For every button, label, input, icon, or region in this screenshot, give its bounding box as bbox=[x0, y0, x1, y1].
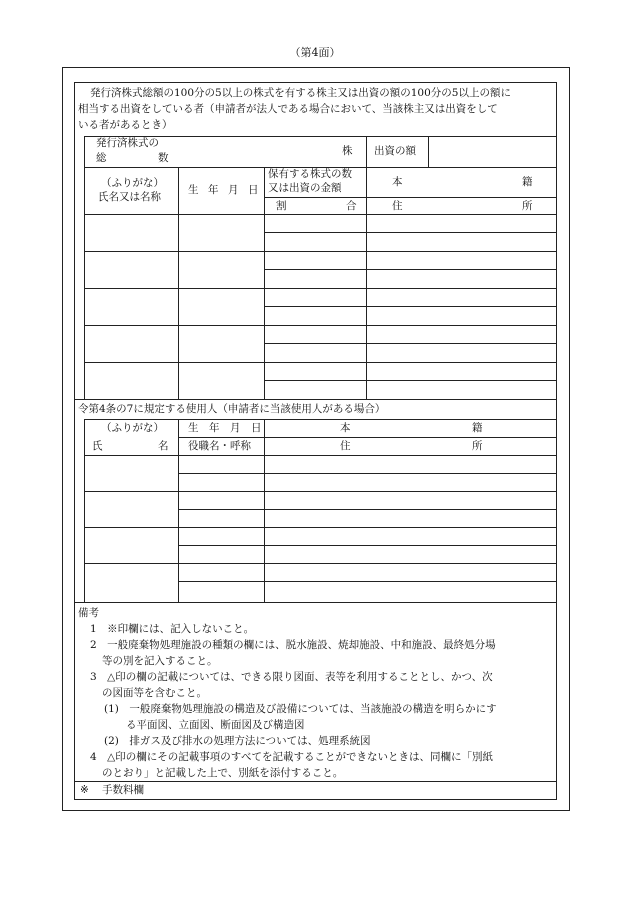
emp-birth: 生 年 月 日 bbox=[188, 422, 262, 434]
frame-left bbox=[62, 67, 63, 811]
birth-2: 年 bbox=[208, 184, 219, 196]
page-label: （第4面） bbox=[289, 46, 341, 59]
fee-label: 手数料欄 bbox=[102, 784, 144, 796]
emp-address-2: 所 bbox=[472, 440, 483, 452]
holding-label-1: 保有する株式の数 bbox=[268, 168, 352, 180]
emp-name-1: 氏 bbox=[92, 440, 103, 452]
frame-top bbox=[62, 67, 570, 68]
shareholder-intro-2: 相当する出資をしている者（申請者が法人である場合において、当該株主又は出資をして bbox=[78, 103, 498, 115]
furigana-label: （ふりがな） bbox=[101, 177, 164, 189]
emp-domicile-1: 本 bbox=[340, 422, 351, 434]
holding-label-2: 又は出資の金額 bbox=[268, 182, 342, 194]
note-line-10: のとおり」と記載した上で、別紙を添付すること。 bbox=[102, 767, 344, 779]
birth-3: 月 bbox=[228, 184, 239, 196]
inner-top bbox=[74, 82, 557, 83]
note-line-1: 1 ※印欄には、記入しないこと。 bbox=[90, 623, 255, 635]
name-label: 氏名又は名称 bbox=[98, 191, 161, 203]
birth-1: 生 bbox=[188, 184, 199, 196]
note-line-3: 等の別を記入すること。 bbox=[102, 655, 218, 667]
unit-shares: 株 bbox=[342, 145, 353, 157]
note-line-8: (2) 排ガス及び排水の処理方法については、処理系統図 bbox=[104, 735, 371, 747]
ratio-1: 割 bbox=[276, 200, 287, 212]
fee-mark: ※ bbox=[80, 784, 89, 796]
inner-right bbox=[556, 82, 557, 800]
note-line-6: (1) 一般廃棄物処理施設の構造及び設備については、当該施設の構造を明らかにす bbox=[104, 703, 497, 715]
birth-4: 日 bbox=[248, 184, 259, 196]
inner-bottom bbox=[74, 799, 557, 800]
emp-position: 役職名・呼称 bbox=[188, 440, 251, 452]
emp-domicile-2: 籍 bbox=[472, 422, 483, 434]
ratio-2: 合 bbox=[346, 200, 357, 212]
address-2: 所 bbox=[522, 200, 533, 212]
emp-name-2: 名 bbox=[158, 440, 169, 452]
address-1: 住 bbox=[392, 200, 403, 212]
total-shares-label-2a: 総 bbox=[96, 152, 107, 164]
frame-bottom bbox=[62, 810, 570, 811]
total-shares-label-1: 発行済株式の bbox=[96, 137, 159, 149]
shareholder-intro-3: いる者があるとき） bbox=[78, 119, 173, 131]
emp-address-1: 住 bbox=[340, 440, 351, 452]
note-line-7: る平面図、立面図、断面図及び構造図 bbox=[126, 719, 305, 731]
domicile-2: 籍 bbox=[522, 176, 533, 188]
total-shares-label-2b: 数 bbox=[158, 152, 169, 164]
note-line-9: 4 △印の欄にその記載事項のすべてを記載することができないときは、同欄に「別紙 bbox=[90, 751, 494, 763]
note-line-2: 2 一般廃棄物処理施設の種類の欄には、脱水施設、焼却施設、中和施設、最終処分場 bbox=[90, 639, 496, 651]
frame-right bbox=[569, 67, 570, 811]
inner-left bbox=[74, 82, 75, 800]
shareholder-intro-1: 発行済株式総額の100分の5以上の株式を有する株主又は出資の額の100分の5以上の額に bbox=[90, 87, 511, 99]
investment-amount-label: 出資の額 bbox=[374, 145, 416, 157]
note-line-4: 3 △印の欄の記載については、できる限り図面、表等を利用することとし、かつ、次 bbox=[90, 671, 493, 683]
employee-title: 令第4条の7に規定する使用人（申請者に当該使用人がある場合） bbox=[78, 403, 386, 415]
notes-heading: 備考 bbox=[78, 607, 99, 619]
note-line-5: の図面等を含むこと。 bbox=[102, 687, 207, 699]
domicile-1: 本 bbox=[392, 176, 403, 188]
emp-furigana: （ふりがな） bbox=[101, 422, 164, 434]
